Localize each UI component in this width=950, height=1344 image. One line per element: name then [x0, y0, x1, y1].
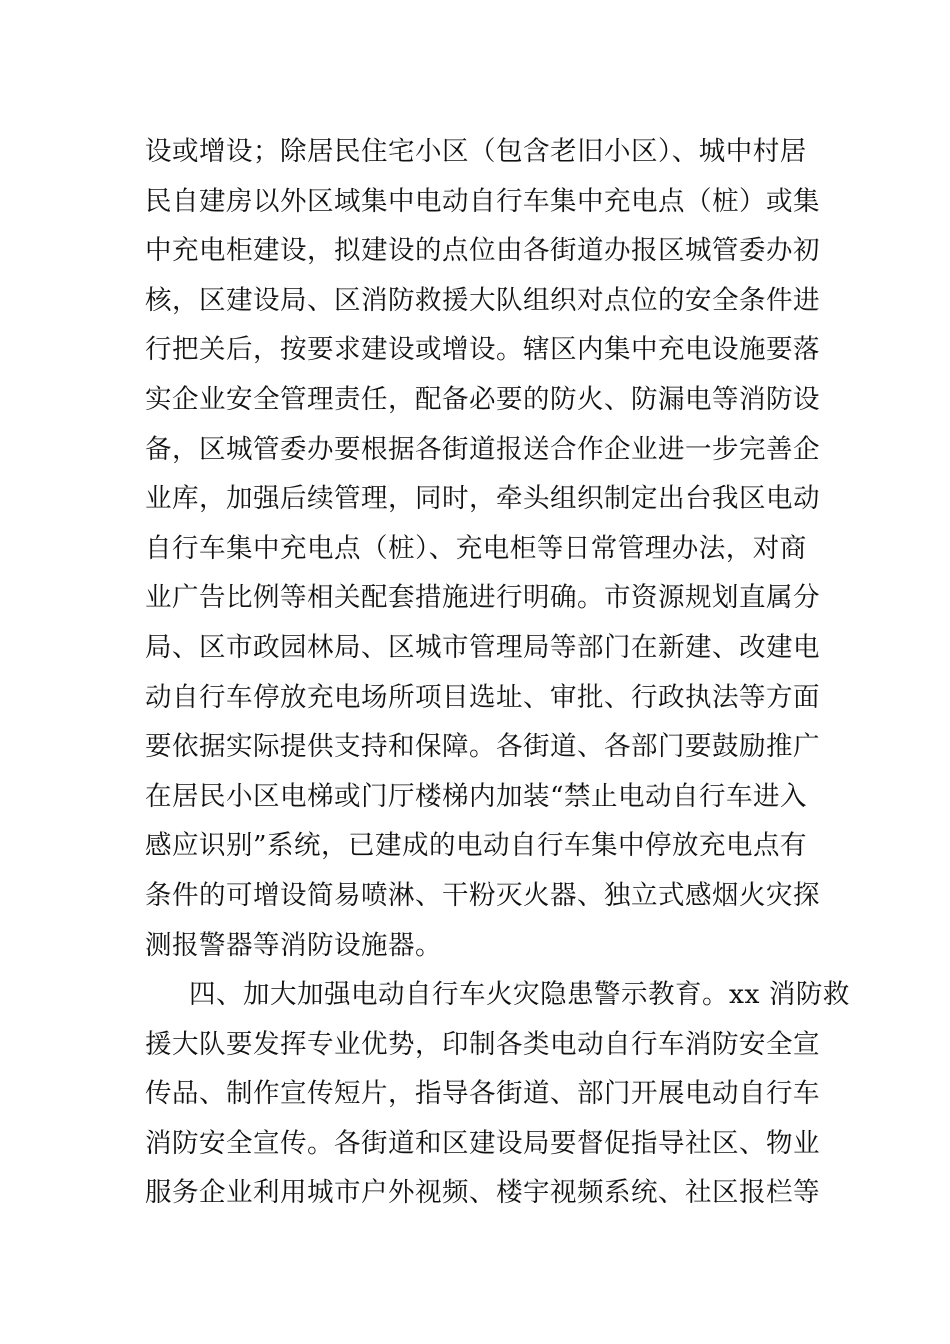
text-line: 动自行车停放充电场所项目选址、审批、行政执法等方面: [145, 681, 820, 713]
text-line: 服务企业利用城市户外视频、楼宇视频系统、社区报栏等: [145, 1177, 820, 1209]
text-line: 在居民小区电梯或门厅楼梯内加装“禁止电动自行车进入: [145, 780, 808, 812]
text-line: 测报警器等消防设施器。: [145, 929, 442, 961]
text-line: 核，区建设局、区消防救援大队组织对点位的安全条件进: [145, 284, 820, 316]
text-line: 民自建房以外区域集中电动自行车集中充电点（桩）或集: [145, 185, 820, 217]
text-line: 行把关后，按要求建设或增设。辖区内集中充电设施要落: [145, 334, 820, 366]
text-line: 条件的可增设简易喷淋、干粉灭火器、独立式感烟火灾探: [145, 879, 820, 911]
text-line: 传品、制作宣传短片，指导各街道、部门开展电动自行车: [145, 1078, 820, 1110]
text-line: 援大队要发挥专业优势，印制各类电动自行车消防安全宣: [145, 1028, 820, 1060]
text-line: 要依据实际提供支持和保障。各街道、各部门要鼓励推广: [145, 731, 820, 763]
text-line: 感应识别”系统，已建成的电动自行车集中停放充电点有: [145, 830, 808, 862]
text-line: 备，区城管委办要根据各街道报送合作企业进一步完善企: [145, 433, 820, 465]
text-line: 中充电柜建设，拟建设的点位由各街道办报区城管委办初: [145, 235, 820, 267]
body-text: [145, 127, 850, 1218]
text-line: 业库，加强后续管理，同时，牵头组织制定出台我区电动: [145, 483, 820, 515]
text-line: 自行车集中充电点（桩）、充电柜等日常管理办法，对商: [145, 532, 807, 564]
text-line: 消防安全宣传。各街道和区建设局要督促指导社区、物业: [145, 1127, 820, 1159]
text-line: 局、区市政园林局、区城市管理局等部门在新建、改建电: [145, 631, 820, 663]
section-heading-line: 四、加大加强电动自行车火灾隐患警示教育。xx 消防救: [189, 979, 850, 1011]
text-line: 业广告比例等相关配套措施进行明确。市资源规划直属分: [145, 582, 820, 614]
text-line: 实企业安全管理责任，配备必要的防火、防漏电等消防设: [145, 383, 820, 415]
text-line: 设或增设；除居民住宅小区（包含老旧小区）、城中村居: [145, 136, 807, 167]
